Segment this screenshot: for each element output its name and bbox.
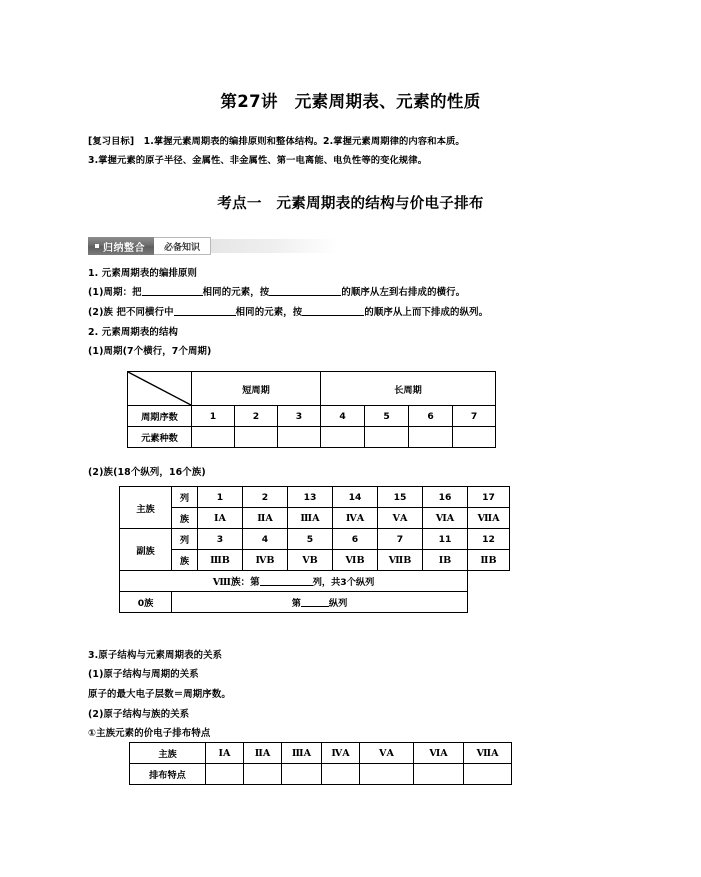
- arrangement-feature-cell[interactable]: [360, 764, 414, 785]
- page-title: 第27讲 元素周期表、元素的性质: [220, 92, 481, 111]
- period-def-part1: (1)周期：把: [88, 287, 142, 298]
- valence-family-cell: ⅤA: [360, 743, 414, 764]
- review-objectives: [88, 132, 615, 170]
- family-def-part3: 的顺序从上而下排成的纵列。: [364, 307, 489, 318]
- period-blank-2: [269, 284, 341, 296]
- table-row: [120, 529, 510, 550]
- label-column-sub: 列: [172, 529, 198, 550]
- sub-col-cell: 4: [243, 529, 288, 550]
- arrangement-feature-cell[interactable]: [206, 764, 244, 785]
- table-row: [120, 592, 510, 613]
- main-col-cell: 16: [423, 487, 468, 508]
- period-number-cell: 6: [409, 406, 453, 427]
- period-def-part3: 的顺序从左到右排成的横行。: [341, 287, 466, 298]
- family-def-part1: (2)族 把不同横行中: [88, 307, 174, 318]
- table-row: [128, 372, 496, 406]
- arrangement-feature-cell[interactable]: [322, 764, 360, 785]
- viii-note-part2: 列，共3个纵列: [312, 577, 375, 588]
- zero-note-part2: 纵列: [328, 598, 348, 609]
- caption-families-table: (2)族(18个纵列，16个族): [88, 467, 206, 478]
- sub-family-cell: ⅠB: [423, 550, 468, 571]
- label-family-sub: 族: [172, 550, 198, 571]
- table-row: [120, 550, 510, 571]
- heading-arrangement-principles: 1. 元素周期表的编排原则: [88, 268, 198, 279]
- table-row: [128, 427, 496, 448]
- main-family-cell: ⅡA: [243, 508, 288, 529]
- main-family-cell: ⅠA: [198, 508, 243, 529]
- element-count-cell[interactable]: [365, 427, 409, 448]
- paragraph-structure-period: (1)原子结构与周期的关系: [88, 669, 199, 680]
- paragraph-max-shell-rule: 原子的最大电子层数＝周期序数。: [88, 689, 231, 700]
- row-label-period-number: 周期序数: [128, 406, 192, 427]
- label-family-main: 族: [172, 508, 198, 529]
- main-col-cell: 17: [468, 487, 510, 508]
- sub-col-cell: 6: [333, 529, 378, 550]
- label-zero-family: 0族: [120, 592, 172, 613]
- row-label-element-count: 元素种数: [128, 427, 192, 448]
- sub-col-cell: 11: [423, 529, 468, 550]
- element-count-cell[interactable]: [235, 427, 278, 448]
- period-number-cell: 1: [192, 406, 235, 427]
- period-number-cell: 4: [321, 406, 365, 427]
- sub-col-cell: 12: [468, 529, 510, 550]
- arrangement-feature-cell[interactable]: [282, 764, 322, 785]
- arrangement-feature-cell[interactable]: [464, 764, 512, 785]
- heading-table-structure: 2. 元素周期表的结构: [88, 327, 178, 338]
- badge-secondary-label: 必备知识: [164, 242, 201, 253]
- paragraph-family-definition: [88, 303, 488, 322]
- label-column-main: 列: [172, 487, 198, 508]
- sub-family-cell: ⅡB: [468, 550, 510, 571]
- objectives-line-1: [复习目标] 1.掌握元素周期表的编排原则和整体结构。2.掌握元素周期律的内容和本质。: [88, 136, 465, 147]
- label-main-family: 主族: [120, 487, 172, 529]
- main-family-cell: ⅣA: [333, 508, 378, 529]
- row-label-main-family: 主族: [130, 743, 206, 764]
- valence-family-cell: ⅢA: [282, 743, 322, 764]
- badge-tail-bar: [211, 239, 338, 253]
- main-col-cell: 14: [333, 487, 378, 508]
- caption-periods-table: (1)周期(7个横行，7个周期): [88, 346, 212, 357]
- diagonal-line-icon: [128, 372, 191, 405]
- element-count-cell[interactable]: [321, 427, 365, 448]
- arrangement-feature-cell[interactable]: [414, 764, 464, 785]
- sub-family-cell: ⅣB: [243, 550, 288, 571]
- badge-primary-label: 归纳整合: [103, 242, 145, 254]
- main-family-cell: ⅤA: [378, 508, 423, 529]
- table-row: [120, 571, 510, 592]
- sub-family-cell: ⅦB: [378, 550, 423, 571]
- row-label-arrangement-feature: 排布特点: [130, 764, 206, 785]
- viii-blank[interactable]: [260, 575, 313, 586]
- period-def-part2: 相同的元素，按: [202, 287, 270, 298]
- table-row: [128, 406, 496, 427]
- sub-col-cell: 7: [378, 529, 423, 550]
- paragraph-structure-family: (2)原子结构与族的关系: [88, 709, 190, 720]
- main-col-cell: 2: [243, 487, 288, 508]
- period-number-cell: 3: [278, 406, 321, 427]
- element-count-cell[interactable]: [192, 427, 235, 448]
- viii-note-part1: Ⅷ族：第: [212, 577, 260, 588]
- table-row: [130, 743, 512, 764]
- families-table: [119, 486, 510, 613]
- zero-blank[interactable]: [301, 596, 329, 607]
- periods-table: [127, 371, 496, 448]
- sub-family-cell: ⅢB: [198, 550, 243, 571]
- paragraph-valence-feature: ①主族元素的价电子排布特点: [88, 728, 211, 739]
- main-family-cell: ⅥA: [423, 508, 468, 529]
- main-col-cell: 1: [198, 487, 243, 508]
- period-number-cell: 7: [453, 406, 496, 427]
- main-family-cell: ⅢA: [288, 508, 333, 529]
- zero-family-note: [172, 592, 468, 613]
- valence-family-cell: ⅥA: [414, 743, 464, 764]
- main-family-cell: ⅦA: [468, 508, 510, 529]
- valence-family-cell: ⅠA: [206, 743, 244, 764]
- family-blank-2: [302, 304, 364, 316]
- period-blank-1: [142, 284, 203, 296]
- main-col-cell: 15: [378, 487, 423, 508]
- family-def-part2: 相同的元素，按: [235, 307, 303, 318]
- zero-note-part1: 第: [291, 598, 301, 609]
- sub-col-cell: 3: [198, 529, 243, 550]
- table-row: [130, 764, 512, 785]
- paragraph-period-definition: [88, 283, 465, 302]
- badge-secondary: [154, 237, 211, 255]
- element-count-cell[interactable]: [453, 427, 496, 448]
- sub-family-cell: ⅤB: [288, 550, 333, 571]
- family-blank-1: [174, 304, 236, 316]
- section-badge-bar: [88, 237, 338, 255]
- viii-family-note: [120, 571, 468, 592]
- valence-family-cell: ⅣA: [322, 743, 360, 764]
- valence-family-cell: ⅦA: [464, 743, 512, 764]
- heading-structure-relation: 3.原子结构与元素周期表的关系: [88, 650, 223, 661]
- label-sub-family: 副族: [120, 529, 172, 571]
- period-number-cell: 5: [365, 406, 409, 427]
- table-row: [120, 487, 510, 508]
- sub-family-cell: ⅥB: [333, 550, 378, 571]
- main-col-cell: 13: [288, 487, 333, 508]
- element-count-cell[interactable]: [409, 427, 453, 448]
- badge-primary: [88, 237, 154, 255]
- valence-table: [129, 742, 512, 785]
- objectives-line-2: 3.掌握元素的原子半径、金属性、非金属性、第一电离能、电负性等的变化规律。: [88, 155, 428, 166]
- diagonal-header-cell: [128, 372, 192, 406]
- group-short-period: 短周期: [192, 372, 321, 406]
- table-row: [120, 508, 510, 529]
- section-heading: 考点一 元素周期表的结构与价电子排布: [217, 196, 484, 212]
- arrangement-feature-cell[interactable]: [244, 764, 282, 785]
- group-long-period: 长周期: [321, 372, 496, 406]
- valence-family-cell: ⅡA: [244, 743, 282, 764]
- sub-col-cell: 5: [288, 529, 333, 550]
- element-count-cell[interactable]: [278, 427, 321, 448]
- period-number-cell: 2: [235, 406, 278, 427]
- square-bullet-icon: [95, 244, 99, 248]
